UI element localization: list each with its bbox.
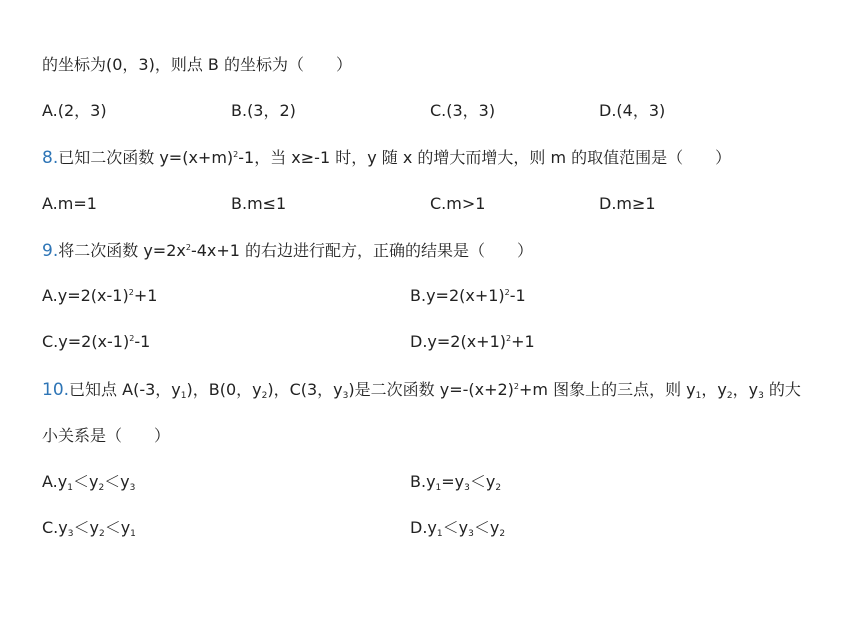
q9-option-b-text: B.y=2(x+1): [410, 286, 505, 305]
q10-opt-c-3: ＜y: [104, 518, 131, 537]
q9-stem: [42, 241, 533, 261]
q10-opt-c-2: ＜y: [73, 518, 99, 537]
q9-option-c: [42, 332, 150, 352]
q10-opt-d-3: ＜y: [473, 518, 500, 537]
q8-option-b: B.m≤1: [231, 194, 287, 213]
q7-stem-tail: 的坐标为(0，3)，则点 B 的坐标为（ ）: [42, 55, 352, 74]
q10-opt-a-1: A.y: [42, 472, 68, 491]
q9-option-a: [42, 286, 157, 306]
q9-stem-b: -4x+1 的右边进行配方，正确的结果是（ ）: [190, 241, 534, 260]
q10-number: 10.: [42, 380, 70, 400]
q10-option-b: [410, 472, 501, 492]
q10-opt-a-2: ＜y: [72, 472, 99, 491]
q9-option-b-tail: -1: [509, 286, 526, 305]
q10-opt-a-3: ＜y: [104, 472, 130, 491]
q8-option-c: C.m>1: [430, 194, 486, 213]
q9-option-b: [410, 286, 526, 306]
q10-sub-1: 1: [180, 391, 187, 401]
q10-opt-c-sub1: 3: [67, 529, 74, 539]
q7-option-a: A.(2，3): [42, 101, 107, 120]
q10-opt-a-sub2: 2: [98, 483, 105, 493]
q8-number: 8.: [42, 148, 59, 168]
q10-text-1: 已知点 A(-3，y: [69, 380, 181, 399]
q8-option-a: A.m=1: [42, 194, 97, 213]
q10-opt-d-sub1: 1: [436, 529, 443, 539]
q9-option-a-exp: 2: [128, 288, 134, 297]
q10-opt-b-2: =y: [441, 472, 465, 491]
q9-option-d-exp: 2: [506, 334, 512, 343]
q10-option-c: [42, 518, 136, 538]
q8-option-d: D.m≥1: [599, 194, 656, 213]
q10-opt-c-1: C.y: [42, 518, 68, 537]
q9-option-b-exp: 2: [504, 288, 510, 297]
q8-stem-a: 已知二次函数 y=(x+m): [58, 148, 234, 167]
q10-sub-6: 3: [758, 391, 764, 401]
q9-option-c-tail: -1: [134, 332, 151, 351]
q10-opt-b-sub2: 3: [464, 483, 470, 493]
q10-exponent: 2: [513, 382, 520, 391]
q10-sub-4: 1: [695, 391, 702, 401]
q10-text-4: )是二次函数 y=-(x+2): [348, 380, 514, 399]
q9-option-a-tail: +1: [133, 286, 158, 305]
q7-option-c: C.(3，3): [430, 101, 496, 120]
q8-exponent: 2: [233, 150, 239, 159]
q9-option-a-text: A.y=2(x-1): [42, 286, 129, 305]
q10-text-8: 的大: [763, 380, 801, 399]
q10-text-3: )，C(3，y: [267, 380, 343, 399]
q10-opt-b-sub1: 1: [435, 483, 442, 493]
q10-opt-b-1: B.y: [410, 472, 436, 491]
q10-opt-a-sub1: 1: [67, 483, 73, 493]
q10-stem-line2: 小关系是（ ）: [42, 426, 171, 445]
q9-option-c-exp: 2: [129, 334, 135, 343]
q9-option-d: [410, 332, 535, 352]
q9-number: 9.: [42, 241, 59, 261]
q10-opt-d-2: ＜y: [442, 518, 469, 537]
q10-opt-a-sub3: 3: [129, 483, 136, 493]
q10-text-6: ，y: [701, 380, 727, 399]
q10-sub-3: 3: [342, 391, 349, 401]
q10-opt-b-sub3: 2: [495, 483, 502, 493]
q10-option-a: [42, 472, 135, 492]
q7-option-d: D.(4，3): [599, 101, 666, 120]
q10-opt-c-sub3: 1: [130, 529, 136, 539]
q10-stem-line1: [42, 380, 801, 400]
q10-opt-b-3: ＜y: [469, 472, 496, 491]
q10-opt-d-sub2: 3: [468, 529, 474, 539]
q9-option-c-text: C.y=2(x-1): [42, 332, 130, 351]
q7-option-b: B.(3，2): [231, 101, 296, 120]
q10-opt-d-sub3: 2: [499, 529, 506, 539]
q10-opt-d-1: D.y: [410, 518, 437, 537]
q10-text-5: +m 图象上的三点，则 y: [519, 380, 696, 399]
q8-stem-b: -1，当 x≥-1 时，y 随 x 的增大而增大，则 m 的取值范围是（ ）: [238, 148, 732, 167]
q10-text-2: )，B(0，y: [186, 380, 262, 399]
q9-option-d-text: D.y=2(x+1): [410, 332, 506, 351]
q10-sub-2: 2: [261, 391, 268, 401]
q10-option-d: [410, 518, 505, 538]
q9-option-d-tail: +1: [511, 332, 535, 351]
q10-opt-c-sub2: 2: [98, 529, 105, 539]
q10-text-7: ，y: [732, 380, 759, 399]
q8-stem: [42, 148, 731, 168]
q10-sub-5: 2: [726, 391, 733, 401]
q9-exponent: 2: [185, 243, 191, 252]
q9-stem-a: 将二次函数 y=2x: [58, 241, 186, 260]
